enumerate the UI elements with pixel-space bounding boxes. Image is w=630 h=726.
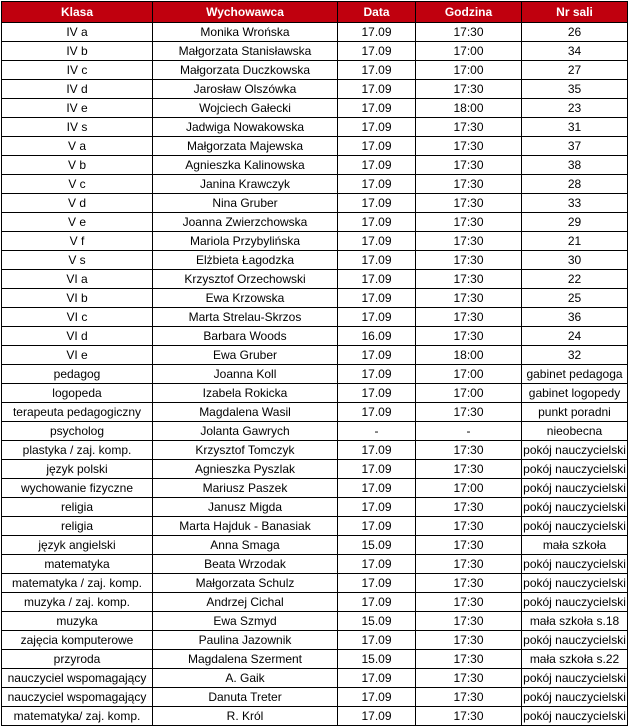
cell-nr-sali: 25 bbox=[522, 289, 628, 308]
table-header bbox=[2, 2, 628, 23]
cell-data: 17.09 bbox=[338, 137, 416, 156]
cell-klasa: religia bbox=[2, 498, 153, 517]
cell-godzina: 17:30 bbox=[416, 441, 522, 460]
table-row bbox=[2, 23, 628, 42]
cell-nr-sali: nieobecna bbox=[522, 422, 628, 441]
cell-data: 17.09 bbox=[338, 441, 416, 460]
cell-data: 17.09 bbox=[338, 80, 416, 99]
cell-klasa: religia bbox=[2, 517, 153, 536]
cell-data: 17.09 bbox=[338, 669, 416, 688]
cell-wychowawca: Ewa Szmyd bbox=[153, 612, 338, 631]
cell-nr-sali: pokój nauczycielski bbox=[522, 517, 628, 536]
cell-klasa: V s bbox=[2, 251, 153, 270]
cell-wychowawca: Magdalena Szerment bbox=[153, 650, 338, 669]
cell-klasa: zajęcia komputerowe bbox=[2, 631, 153, 650]
cell-data: 17.09 bbox=[338, 270, 416, 289]
table-row bbox=[2, 327, 628, 346]
cell-godzina: 17:00 bbox=[416, 384, 522, 403]
cell-klasa: V a bbox=[2, 137, 153, 156]
cell-data: 17.09 bbox=[338, 403, 416, 422]
cell-data: 15.09 bbox=[338, 612, 416, 631]
cell-wychowawca: Marta Hajduk - Banasiak bbox=[153, 517, 338, 536]
cell-klasa: V d bbox=[2, 194, 153, 213]
cell-nr-sali: pokój nauczycielski bbox=[522, 479, 628, 498]
cell-data: 17.09 bbox=[338, 707, 416, 726]
cell-godzina: 17:30 bbox=[416, 574, 522, 593]
table-row bbox=[2, 194, 628, 213]
table-row bbox=[2, 517, 628, 536]
cell-klasa: VI d bbox=[2, 327, 153, 346]
cell-nr-sali: 27 bbox=[522, 61, 628, 80]
cell-nr-sali: 21 bbox=[522, 232, 628, 251]
cell-wychowawca: Joanna Koll bbox=[153, 365, 338, 384]
cell-wychowawca: Agnieszka Kalinowska bbox=[153, 156, 338, 175]
cell-godzina: 17:30 bbox=[416, 213, 522, 232]
cell-wychowawca: Elżbieta Łagodzka bbox=[153, 251, 338, 270]
cell-nr-sali: 28 bbox=[522, 175, 628, 194]
table-row bbox=[2, 346, 628, 365]
cell-data: 17.09 bbox=[338, 23, 416, 42]
cell-klasa: VI a bbox=[2, 270, 153, 289]
cell-klasa: V c bbox=[2, 175, 153, 194]
table-row bbox=[2, 612, 628, 631]
cell-nr-sali: pokój nauczycielski bbox=[522, 460, 628, 479]
cell-wychowawca: Monika Wrońska bbox=[153, 23, 338, 42]
header-wychowawca: Wychowawca bbox=[153, 2, 338, 23]
cell-klasa: psycholog bbox=[2, 422, 153, 441]
header-nr-sali: Nr sali bbox=[522, 2, 628, 23]
cell-data: 17.09 bbox=[338, 213, 416, 232]
cell-nr-sali: 30 bbox=[522, 251, 628, 270]
table-row bbox=[2, 289, 628, 308]
table-row bbox=[2, 593, 628, 612]
cell-godzina: 17:30 bbox=[416, 688, 522, 707]
table-row bbox=[2, 479, 628, 498]
cell-godzina: 17:30 bbox=[416, 194, 522, 213]
header-data: Data bbox=[338, 2, 416, 23]
cell-wychowawca: Mariusz Paszek bbox=[153, 479, 338, 498]
table-row bbox=[2, 118, 628, 137]
cell-data: 17.09 bbox=[338, 365, 416, 384]
table-row bbox=[2, 574, 628, 593]
table-row bbox=[2, 669, 628, 688]
cell-godzina: 17:30 bbox=[416, 650, 522, 669]
cell-klasa: VI e bbox=[2, 346, 153, 365]
cell-godzina: 17:30 bbox=[416, 118, 522, 137]
cell-data: 17.09 bbox=[338, 574, 416, 593]
cell-godzina: 17:00 bbox=[416, 61, 522, 80]
cell-nr-sali: 31 bbox=[522, 118, 628, 137]
cell-data: 17.09 bbox=[338, 156, 416, 175]
cell-godzina: 18:00 bbox=[416, 346, 522, 365]
cell-wychowawca: Mariola Przybylińska bbox=[153, 232, 338, 251]
cell-nr-sali: pokój nauczycielski bbox=[522, 441, 628, 460]
cell-data: 17.09 bbox=[338, 42, 416, 61]
cell-godzina: 17:30 bbox=[416, 707, 522, 726]
cell-godzina: 17:30 bbox=[416, 270, 522, 289]
cell-data: 17.09 bbox=[338, 555, 416, 574]
cell-data: 17.09 bbox=[338, 479, 416, 498]
table-row bbox=[2, 441, 628, 460]
cell-godzina: 17:00 bbox=[416, 365, 522, 384]
table-row bbox=[2, 555, 628, 574]
cell-nr-sali: mała szkoła bbox=[522, 536, 628, 555]
cell-nr-sali: 26 bbox=[522, 23, 628, 42]
cell-data: 17.09 bbox=[338, 346, 416, 365]
table-row bbox=[2, 631, 628, 650]
cell-nr-sali: gabinet pedagoga bbox=[522, 365, 628, 384]
cell-klasa: logopeda bbox=[2, 384, 153, 403]
cell-nr-sali: pokój nauczycielski bbox=[522, 574, 628, 593]
cell-wychowawca: Anna Smaga bbox=[153, 536, 338, 555]
cell-wychowawca: Joanna Zwierzchowska bbox=[153, 213, 338, 232]
cell-nr-sali: 23 bbox=[522, 99, 628, 118]
cell-nr-sali: pokój nauczycielski bbox=[522, 669, 628, 688]
table-row bbox=[2, 365, 628, 384]
cell-klasa: nauczyciel wspomagający bbox=[2, 669, 153, 688]
table-row bbox=[2, 42, 628, 61]
cell-godzina: 17:00 bbox=[416, 479, 522, 498]
cell-godzina: 17:30 bbox=[416, 593, 522, 612]
cell-data: 17.09 bbox=[338, 593, 416, 612]
cell-wychowawca: Ewa Gruber bbox=[153, 346, 338, 365]
cell-wychowawca: Agnieszka Pyszlak bbox=[153, 460, 338, 479]
table-row bbox=[2, 384, 628, 403]
cell-wychowawca: Janina Krawczyk bbox=[153, 175, 338, 194]
cell-nr-sali: mała szkoła s.18 bbox=[522, 612, 628, 631]
cell-data: - bbox=[338, 422, 416, 441]
cell-klasa: przyroda bbox=[2, 650, 153, 669]
cell-klasa: VI c bbox=[2, 308, 153, 327]
cell-wychowawca: Małgorzata Majewska bbox=[153, 137, 338, 156]
cell-nr-sali: 34 bbox=[522, 42, 628, 61]
cell-nr-sali: 24 bbox=[522, 327, 628, 346]
cell-klasa: język polski bbox=[2, 460, 153, 479]
cell-klasa: V f bbox=[2, 232, 153, 251]
cell-nr-sali: 33 bbox=[522, 194, 628, 213]
table-row bbox=[2, 80, 628, 99]
cell-wychowawca: Paulina Jazownik bbox=[153, 631, 338, 650]
cell-klasa: wychowanie fizyczne bbox=[2, 479, 153, 498]
cell-klasa: matematyka/ zaj. komp. bbox=[2, 707, 153, 726]
cell-klasa: pedagog bbox=[2, 365, 153, 384]
cell-klasa: muzyka bbox=[2, 612, 153, 631]
table-row bbox=[2, 251, 628, 270]
cell-nr-sali: 35 bbox=[522, 80, 628, 99]
cell-nr-sali: pokój nauczycielski bbox=[522, 707, 628, 726]
cell-wychowawca: A. Gaik bbox=[153, 669, 338, 688]
table-body bbox=[2, 23, 628, 726]
cell-godzina: 17:30 bbox=[416, 536, 522, 555]
table-row bbox=[2, 422, 628, 441]
cell-data: 17.09 bbox=[338, 517, 416, 536]
cell-nr-sali: 32 bbox=[522, 346, 628, 365]
table-row bbox=[2, 213, 628, 232]
cell-data: 17.09 bbox=[338, 175, 416, 194]
cell-godzina: 17:30 bbox=[416, 460, 522, 479]
table-row bbox=[2, 175, 628, 194]
cell-nr-sali: 37 bbox=[522, 137, 628, 156]
cell-data: 17.09 bbox=[338, 99, 416, 118]
cell-wychowawca: Małgorzata Stanisławska bbox=[153, 42, 338, 61]
cell-godzina: 17:00 bbox=[416, 42, 522, 61]
header-row bbox=[2, 2, 628, 23]
table-row bbox=[2, 498, 628, 517]
cell-wychowawca: Nina Gruber bbox=[153, 194, 338, 213]
cell-godzina: 17:30 bbox=[416, 23, 522, 42]
cell-wychowawca: Wojciech Gałecki bbox=[153, 99, 338, 118]
cell-wychowawca: Ewa Krzowska bbox=[153, 289, 338, 308]
cell-nr-sali: punkt poradni bbox=[522, 403, 628, 422]
cell-nr-sali: mała szkoła s.22 bbox=[522, 650, 628, 669]
cell-nr-sali: 29 bbox=[522, 213, 628, 232]
cell-wychowawca: R. Król bbox=[153, 707, 338, 726]
cell-godzina: 17:30 bbox=[416, 156, 522, 175]
cell-wychowawca: Marta Strelau-Skrzos bbox=[153, 308, 338, 327]
cell-wychowawca: Magdalena Wasil bbox=[153, 403, 338, 422]
cell-godzina: 17:30 bbox=[416, 498, 522, 517]
cell-nr-sali: 36 bbox=[522, 308, 628, 327]
cell-godzina: 17:30 bbox=[416, 80, 522, 99]
cell-godzina: 17:30 bbox=[416, 555, 522, 574]
cell-godzina: 17:30 bbox=[416, 308, 522, 327]
cell-data: 17.09 bbox=[338, 194, 416, 213]
cell-godzina: 17:30 bbox=[416, 289, 522, 308]
table-row bbox=[2, 403, 628, 422]
cell-wychowawca: Małgorzata Duczkowska bbox=[153, 61, 338, 80]
cell-wychowawca: Jolanta Gawrych bbox=[153, 422, 338, 441]
cell-klasa: matematyka bbox=[2, 555, 153, 574]
cell-godzina: 17:30 bbox=[416, 403, 522, 422]
cell-data: 17.09 bbox=[338, 232, 416, 251]
cell-data: 17.09 bbox=[338, 498, 416, 517]
schedule-table bbox=[1, 1, 628, 726]
cell-nr-sali: 38 bbox=[522, 156, 628, 175]
cell-wychowawca: Jadwiga Nowakowska bbox=[153, 118, 338, 137]
cell-wychowawca: Barbara Woods bbox=[153, 327, 338, 346]
header-klasa: Klasa bbox=[2, 2, 153, 23]
header-godzina: Godzina bbox=[416, 2, 522, 23]
table-row bbox=[2, 707, 628, 726]
cell-nr-sali: pokój nauczycielski bbox=[522, 555, 628, 574]
cell-klasa: IV b bbox=[2, 42, 153, 61]
cell-wychowawca: Izabela Rokicka bbox=[153, 384, 338, 403]
cell-nr-sali: pokój nauczycielski bbox=[522, 593, 628, 612]
cell-data: 17.09 bbox=[338, 308, 416, 327]
cell-wychowawca: Danuta Treter bbox=[153, 688, 338, 707]
cell-godzina: 17:30 bbox=[416, 232, 522, 251]
cell-godzina: 17:30 bbox=[416, 517, 522, 536]
cell-godzina: - bbox=[416, 422, 522, 441]
cell-data: 17.09 bbox=[338, 688, 416, 707]
cell-nr-sali: gabinet logopedy bbox=[522, 384, 628, 403]
cell-data: 17.09 bbox=[338, 460, 416, 479]
cell-klasa: IV e bbox=[2, 99, 153, 118]
cell-klasa: matematyka / zaj. komp. bbox=[2, 574, 153, 593]
cell-klasa: IV c bbox=[2, 61, 153, 80]
cell-data: 16.09 bbox=[338, 327, 416, 346]
cell-klasa: plastyka / zaj. komp. bbox=[2, 441, 153, 460]
cell-godzina: 17:30 bbox=[416, 251, 522, 270]
table-row bbox=[2, 460, 628, 479]
cell-wychowawca: Beata Wrzodak bbox=[153, 555, 338, 574]
cell-wychowawca: Krzysztof Tomczyk bbox=[153, 441, 338, 460]
table-row bbox=[2, 536, 628, 555]
cell-nr-sali: 22 bbox=[522, 270, 628, 289]
cell-klasa: terapeuta pedagogiczny bbox=[2, 403, 153, 422]
cell-klasa: język angielski bbox=[2, 536, 153, 555]
cell-data: 17.09 bbox=[338, 118, 416, 137]
cell-godzina: 17:30 bbox=[416, 175, 522, 194]
table-row bbox=[2, 650, 628, 669]
cell-nr-sali: pokój nauczycielski bbox=[522, 688, 628, 707]
table-row bbox=[2, 137, 628, 156]
cell-klasa: muzyka / zaj. komp. bbox=[2, 593, 153, 612]
table-row bbox=[2, 61, 628, 80]
cell-data: 17.09 bbox=[338, 631, 416, 650]
cell-klasa: V e bbox=[2, 213, 153, 232]
table-row bbox=[2, 688, 628, 707]
table-row bbox=[2, 232, 628, 251]
cell-wychowawca: Małgorzata Schulz bbox=[153, 574, 338, 593]
cell-klasa: nauczyciel wspomagający bbox=[2, 688, 153, 707]
cell-data: 17.09 bbox=[338, 289, 416, 308]
cell-wychowawca: Krzysztof Orzechowski bbox=[153, 270, 338, 289]
cell-klasa: VI b bbox=[2, 289, 153, 308]
cell-data: 15.09 bbox=[338, 536, 416, 555]
cell-data: 17.09 bbox=[338, 61, 416, 80]
table-row bbox=[2, 99, 628, 118]
table-row bbox=[2, 308, 628, 327]
cell-data: 15.09 bbox=[338, 650, 416, 669]
cell-godzina: 17:30 bbox=[416, 631, 522, 650]
cell-data: 17.09 bbox=[338, 384, 416, 403]
cell-godzina: 18:00 bbox=[416, 99, 522, 118]
cell-data: 17.09 bbox=[338, 251, 416, 270]
cell-godzina: 17:30 bbox=[416, 669, 522, 688]
table-row bbox=[2, 270, 628, 289]
cell-klasa: V b bbox=[2, 156, 153, 175]
cell-wychowawca: Janusz Migda bbox=[153, 498, 338, 517]
cell-godzina: 17:30 bbox=[416, 137, 522, 156]
cell-klasa: IV a bbox=[2, 23, 153, 42]
cell-godzina: 17:30 bbox=[416, 327, 522, 346]
table-row bbox=[2, 156, 628, 175]
cell-nr-sali: pokój nauczycielski bbox=[522, 631, 628, 650]
cell-godzina: 17:30 bbox=[416, 612, 522, 631]
cell-klasa: IV d bbox=[2, 80, 153, 99]
cell-wychowawca: Jarosław Olszówka bbox=[153, 80, 338, 99]
cell-wychowawca: Andrzej Cichal bbox=[153, 593, 338, 612]
cell-klasa: IV s bbox=[2, 118, 153, 137]
cell-nr-sali: pokój nauczycielski bbox=[522, 498, 628, 517]
